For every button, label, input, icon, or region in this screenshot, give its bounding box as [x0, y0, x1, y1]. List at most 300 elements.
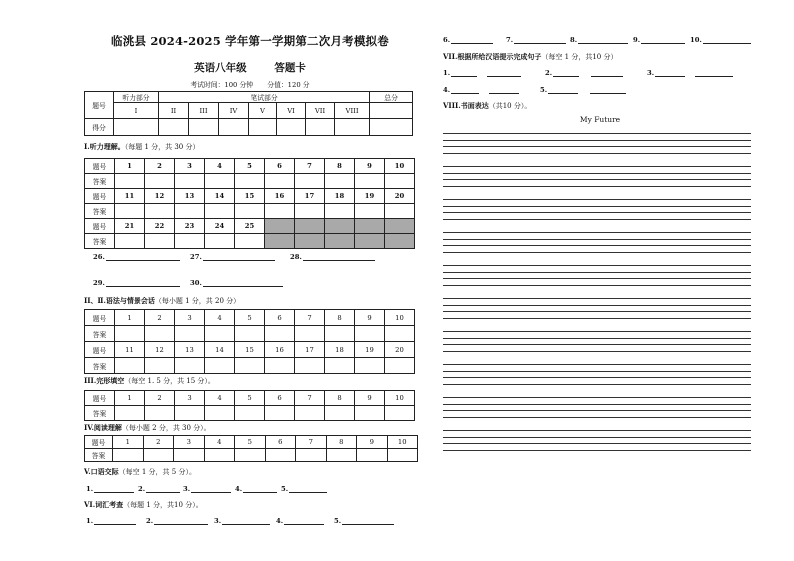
question-number: 2	[143, 436, 174, 449]
blank-number: 7.	[506, 36, 514, 44]
part-iii: III	[189, 103, 219, 119]
blank-number: 9.	[633, 36, 641, 44]
blank-number: 4.	[443, 86, 451, 94]
answer-cell[interactable]	[115, 358, 145, 374]
writing-line[interactable]	[443, 318, 751, 319]
answer-cell[interactable]	[326, 449, 357, 462]
answer-cell[interactable]	[325, 358, 355, 374]
section-5-title	[84, 467, 196, 477]
section-6-title	[84, 500, 203, 510]
question-number: 13	[175, 342, 205, 358]
row-label-question: 题号	[85, 219, 115, 234]
question-number-row	[85, 189, 415, 204]
answer-cell[interactable]	[204, 449, 235, 462]
question-number: 10	[385, 159, 415, 174]
question-number: 1	[115, 310, 145, 326]
answer-cell[interactable]	[295, 204, 325, 219]
answer-line[interactable]	[514, 36, 566, 44]
answer-line[interactable]	[489, 86, 519, 94]
answer-cell[interactable]	[205, 174, 235, 189]
answer-cell[interactable]	[145, 406, 175, 421]
answer-cell[interactable]	[385, 326, 415, 342]
blank-item	[281, 485, 327, 493]
row-label-answer: 答案	[85, 234, 115, 249]
blank-number: 3.	[214, 517, 222, 525]
total-cell[interactable]	[370, 103, 413, 119]
score-cell[interactable]	[159, 119, 189, 136]
writing-line[interactable]	[443, 404, 751, 405]
blank-item	[214, 517, 270, 525]
answer-cell[interactable]	[355, 358, 385, 374]
blank-number: 28.	[290, 253, 302, 261]
blank-item	[276, 517, 324, 525]
question-number: 18	[325, 189, 355, 204]
answer-line[interactable]	[289, 485, 327, 493]
answer-cell[interactable]	[265, 204, 295, 219]
writing-line[interactable]	[443, 166, 751, 167]
writing-line[interactable]	[443, 146, 751, 147]
writing-line[interactable]	[443, 153, 751, 154]
row-label-question: 题号	[85, 189, 115, 204]
section-2-title	[84, 296, 240, 306]
unused-cell	[355, 234, 385, 249]
question-number: 3	[175, 159, 205, 174]
question-number: 19	[355, 189, 385, 204]
row-label-question: 题号	[85, 342, 115, 358]
answer-line[interactable]	[342, 517, 394, 525]
answer-line[interactable]	[106, 279, 180, 287]
question-number: 2	[145, 159, 175, 174]
exam-title: 临洮县 2024-2025 学年第一学期第二次月考模拟卷	[111, 34, 389, 48]
question-number: 17	[295, 189, 325, 204]
writing-line[interactable]	[443, 265, 751, 266]
writing-line[interactable]	[443, 173, 751, 174]
answer-cell[interactable]	[295, 358, 325, 374]
writing-line[interactable]	[443, 331, 751, 332]
writing-line[interactable]	[443, 305, 751, 306]
score-table	[84, 91, 413, 136]
question-number: 9	[357, 436, 388, 449]
answer-row	[85, 406, 415, 421]
blank-number: 2.	[138, 485, 146, 493]
question-number: 4	[205, 391, 235, 406]
blank-item	[506, 36, 566, 44]
section-1-title	[84, 142, 199, 152]
answer-cell[interactable]	[174, 449, 205, 462]
score-cell[interactable]	[306, 119, 335, 136]
question-number: 8	[325, 391, 355, 406]
writing-line[interactable]	[443, 371, 751, 372]
writing-line[interactable]	[443, 338, 751, 339]
blank-number: 5.	[281, 485, 289, 493]
question-number: 11	[115, 342, 145, 358]
writing-line[interactable]	[443, 239, 751, 240]
answer-cell[interactable]	[355, 174, 385, 189]
question-number: 14	[205, 342, 235, 358]
blank-item	[183, 485, 231, 493]
blank-number: 1.	[86, 485, 94, 493]
answer-cell[interactable]	[355, 326, 385, 342]
score-cell[interactable]	[277, 119, 306, 136]
unused-cell	[325, 219, 355, 234]
answer-line[interactable]	[548, 86, 578, 94]
section-1-heading: I.听力理解。	[84, 142, 125, 151]
subject-label: 英语八年级	[194, 62, 247, 74]
unused-cell	[295, 219, 325, 234]
question-number-row	[85, 219, 415, 234]
question-number: 7	[295, 159, 325, 174]
question-number: 1	[113, 436, 144, 449]
writing-line[interactable]	[443, 298, 751, 299]
blank-number: 3.	[647, 69, 655, 77]
blank-item	[290, 253, 375, 261]
answer-row	[85, 174, 415, 189]
answer-line[interactable]	[203, 279, 283, 287]
row-label-answer: 答案	[85, 174, 115, 189]
writing-line[interactable]	[443, 186, 751, 187]
blank-item	[86, 485, 134, 493]
answer-cell[interactable]	[115, 234, 145, 249]
row-label-question: 题号	[85, 436, 113, 449]
answer-cell[interactable]	[175, 326, 205, 342]
answer-line[interactable]	[590, 86, 626, 94]
question-number: 6	[265, 310, 295, 326]
answer-cell[interactable]	[205, 358, 235, 374]
answer-cell[interactable]	[385, 406, 415, 421]
answer-line[interactable]	[191, 485, 231, 493]
question-number: 7	[295, 391, 325, 406]
exam-subtitle	[60, 60, 440, 75]
exam-time: 考试时间：100 分钟	[190, 81, 254, 89]
question-number: 11	[115, 189, 145, 204]
answer-cell[interactable]	[385, 204, 415, 219]
writing-line[interactable]	[443, 377, 751, 378]
blank-item	[146, 517, 208, 525]
blank-item	[540, 86, 626, 94]
question-number: 2	[145, 391, 175, 406]
blank-number: 4.	[235, 485, 243, 493]
section-7-note: （每空 1 分，共10 分）	[541, 53, 618, 61]
writing-line[interactable]	[443, 206, 751, 207]
question-number: 5	[235, 436, 266, 449]
blank-number: 29.	[93, 279, 105, 287]
section-1-table	[84, 158, 415, 249]
answer-line[interactable]	[146, 485, 180, 493]
part-i: I	[114, 103, 159, 119]
question-number: 1	[115, 159, 145, 174]
answer-cell[interactable]	[175, 204, 205, 219]
part-iv: IV	[219, 103, 249, 119]
writing-line[interactable]	[443, 179, 751, 180]
blank-item	[235, 485, 277, 493]
blank-number: 5.	[540, 86, 548, 94]
answer-cell[interactable]	[325, 406, 355, 421]
answer-line[interactable]	[154, 517, 208, 525]
answer-row	[85, 449, 418, 462]
unused-cell	[385, 234, 415, 249]
answer-cell[interactable]	[265, 326, 295, 342]
part-ii: II	[159, 103, 189, 119]
answer-cell[interactable]	[145, 204, 175, 219]
score-cell[interactable]	[219, 119, 249, 136]
unused-cell	[265, 234, 295, 249]
listening-part-header: 听力部分	[114, 92, 159, 103]
answer-cell[interactable]	[115, 326, 145, 342]
answer-line[interactable]	[94, 517, 136, 525]
question-number-row	[85, 391, 415, 406]
answer-line[interactable]	[578, 36, 628, 44]
question-number: 9	[355, 391, 385, 406]
question-number: 4	[205, 159, 235, 174]
writing-line[interactable]	[443, 397, 751, 398]
answer-cell[interactable]	[355, 204, 385, 219]
written-part-header: 笔试部分	[159, 92, 370, 103]
question-number: 9	[355, 310, 385, 326]
writing-line[interactable]	[443, 252, 751, 253]
blank-number: 30.	[190, 279, 202, 287]
section-7-heading: VII.根据所给汉语提示完成句子	[443, 52, 542, 61]
answer-line[interactable]	[451, 69, 477, 77]
writing-line[interactable]	[443, 351, 751, 352]
answer-line[interactable]	[243, 485, 277, 493]
question-number: 22	[145, 219, 175, 234]
answer-row	[85, 204, 415, 219]
question-number: 10	[385, 310, 415, 326]
answer-cell[interactable]	[175, 358, 205, 374]
writing-line[interactable]	[443, 272, 751, 273]
section-4-note: （每小题 2 分，共 30 分）。	[121, 424, 211, 432]
question-number: 6	[265, 436, 296, 449]
question-number: 5	[235, 310, 265, 326]
answer-line[interactable]	[553, 69, 579, 77]
section-8-heading: VIII.书面表达	[443, 101, 489, 110]
section-3-title	[84, 376, 215, 386]
writing-line[interactable]	[443, 311, 751, 312]
writing-line[interactable]	[443, 278, 751, 279]
writing-line[interactable]	[443, 133, 751, 134]
answer-cell[interactable]	[235, 204, 265, 219]
writing-line[interactable]	[443, 437, 751, 438]
question-number: 5	[235, 159, 265, 174]
writing-line[interactable]	[443, 285, 751, 286]
answer-cell[interactable]	[235, 174, 265, 189]
question-number: 25	[235, 219, 265, 234]
blank-number: 4.	[276, 517, 284, 525]
question-number: 8	[325, 310, 355, 326]
answer-cell[interactable]	[175, 234, 205, 249]
score-cell[interactable]	[335, 119, 370, 136]
exam-score: 分值：120 分	[267, 81, 310, 89]
answer-cell[interactable]	[175, 174, 205, 189]
writing-line[interactable]	[443, 212, 751, 213]
blank-item	[570, 36, 628, 44]
writing-line[interactable]	[443, 140, 751, 141]
question-number: 14	[205, 189, 235, 204]
writing-line[interactable]	[443, 199, 751, 200]
answer-cell[interactable]	[296, 449, 327, 462]
row-label-answer: 答案	[85, 204, 115, 219]
blank-item	[138, 485, 180, 493]
answer-cell[interactable]	[145, 326, 175, 342]
answer-cell[interactable]	[205, 234, 235, 249]
answer-cell[interactable]	[357, 449, 388, 462]
answer-cell[interactable]	[325, 326, 355, 342]
section-8-note: （共10 分）。	[488, 102, 532, 110]
blank-item	[443, 36, 493, 44]
question-number: 19	[355, 342, 385, 358]
section-7-title	[443, 52, 617, 62]
score-cell[interactable]	[189, 119, 219, 136]
row-label-answer: 答案	[85, 406, 115, 421]
total-header: 总分	[370, 92, 413, 103]
section-6-heading: VI.词汇考查	[84, 500, 124, 509]
answer-cell[interactable]	[265, 358, 295, 374]
section-2-heading: II、Ⅱ.语法与情景会话	[84, 296, 155, 305]
question-number: 8	[326, 436, 357, 449]
writing-line[interactable]	[443, 232, 751, 233]
answer-cell[interactable]	[235, 358, 265, 374]
blank-item	[545, 69, 623, 77]
answer-line[interactable]	[655, 69, 685, 77]
question-number: 20	[385, 189, 415, 204]
blank-item	[647, 69, 733, 77]
answer-line[interactable]	[451, 36, 493, 44]
answer-cell[interactable]	[295, 326, 325, 342]
answer-cell[interactable]	[205, 204, 235, 219]
question-number: 3	[175, 310, 205, 326]
part-viii: VIII	[335, 103, 370, 119]
answer-cell[interactable]	[175, 406, 205, 421]
question-number: 3	[174, 436, 205, 449]
unused-cell	[295, 234, 325, 249]
score-cell[interactable]	[114, 119, 159, 136]
answer-cell[interactable]	[113, 449, 144, 462]
question-number-row	[85, 310, 415, 326]
answer-cell[interactable]	[265, 449, 296, 462]
answer-line[interactable]	[695, 69, 733, 77]
blank-number: 2.	[146, 517, 154, 525]
writing-line[interactable]	[443, 417, 751, 418]
question-number: 15	[235, 189, 265, 204]
answer-cell[interactable]	[205, 406, 235, 421]
answer-line[interactable]	[303, 253, 375, 261]
answer-cell[interactable]	[235, 234, 265, 249]
writing-line[interactable]	[443, 430, 751, 431]
answer-line[interactable]	[591, 69, 623, 77]
question-number: 8	[325, 159, 355, 174]
answer-cell[interactable]	[235, 326, 265, 342]
question-number: 7	[296, 436, 327, 449]
answer-cell[interactable]	[265, 406, 295, 421]
writing-line[interactable]	[443, 344, 751, 345]
answer-cell[interactable]	[385, 358, 415, 374]
answer-cell[interactable]	[265, 174, 295, 189]
blank-item	[633, 36, 685, 44]
answer-cell[interactable]	[295, 174, 325, 189]
answer-line[interactable]	[487, 69, 521, 77]
question-number: 3	[175, 391, 205, 406]
answer-line[interactable]	[284, 517, 324, 525]
answer-line[interactable]	[203, 253, 275, 261]
writing-line[interactable]	[443, 364, 751, 365]
question-number-row	[85, 159, 415, 174]
blank-number: 5.	[334, 517, 342, 525]
writing-line[interactable]	[443, 443, 751, 444]
answer-cell[interactable]	[295, 406, 325, 421]
section-3-heading: III.完形填空	[84, 376, 125, 385]
blank-number: 2.	[545, 69, 553, 77]
section-4-heading: IV.阅读理解	[84, 423, 122, 432]
blank-item	[443, 86, 519, 94]
answer-line[interactable]	[641, 36, 685, 44]
score-cell[interactable]	[249, 119, 277, 136]
answer-cell[interactable]	[145, 358, 175, 374]
blank-item	[93, 279, 180, 287]
section-1-note: （每题 1 分，共 30 分）	[124, 143, 200, 151]
answer-line[interactable]	[106, 253, 180, 261]
row-label-answer: 答案	[85, 326, 115, 342]
question-number: 20	[385, 342, 415, 358]
question-number: 6	[265, 391, 295, 406]
writing-line[interactable]	[443, 410, 751, 411]
answer-cell[interactable]	[325, 174, 355, 189]
question-number: 1	[115, 391, 145, 406]
answer-cell[interactable]	[235, 406, 265, 421]
section-5-heading: V.口语交际	[84, 467, 119, 476]
question-number-row	[85, 342, 415, 358]
answer-cell[interactable]	[145, 174, 175, 189]
answer-cell[interactable]	[115, 406, 145, 421]
answer-cell[interactable]	[235, 449, 266, 462]
answer-line[interactable]	[451, 86, 479, 94]
blank-item	[93, 253, 180, 261]
blank-number: 27.	[190, 253, 202, 261]
section-8-title	[443, 101, 531, 111]
unused-cell	[325, 234, 355, 249]
writing-line[interactable]	[443, 384, 751, 385]
question-number: 10	[385, 391, 415, 406]
blank-item	[334, 517, 394, 525]
section-3-note: （每空 1. 5 分，共 15 分）。	[124, 377, 215, 385]
answer-cell[interactable]	[355, 406, 385, 421]
answer-cell[interactable]	[387, 449, 418, 462]
answer-cell[interactable]	[143, 449, 174, 462]
writing-line[interactable]	[443, 450, 751, 451]
exam-info	[60, 79, 440, 89]
writing-line[interactable]	[443, 219, 751, 220]
blank-number: 8.	[570, 36, 578, 44]
answer-cell[interactable]	[115, 174, 145, 189]
essay-title: My Future	[579, 115, 621, 124]
score-table-s-label: 得分	[85, 119, 114, 136]
answer-line[interactable]	[222, 517, 270, 525]
answer-cell[interactable]	[115, 204, 145, 219]
section-6-note: （每题 1 分，共10 分）。	[123, 501, 203, 509]
answer-line[interactable]	[703, 36, 751, 44]
blank-item	[190, 279, 283, 287]
question-number: 5	[235, 391, 265, 406]
writing-line[interactable]	[443, 245, 751, 246]
score-table-q-label: 题号	[85, 92, 114, 119]
answer-cell[interactable]	[145, 234, 175, 249]
answer-cell[interactable]	[385, 174, 415, 189]
answer-cell[interactable]	[205, 326, 235, 342]
answer-line[interactable]	[94, 485, 134, 493]
answer-card-label: 答题卡	[274, 62, 306, 74]
blank-item	[443, 69, 521, 77]
answer-cell[interactable]	[325, 204, 355, 219]
score-cell[interactable]	[370, 119, 413, 136]
